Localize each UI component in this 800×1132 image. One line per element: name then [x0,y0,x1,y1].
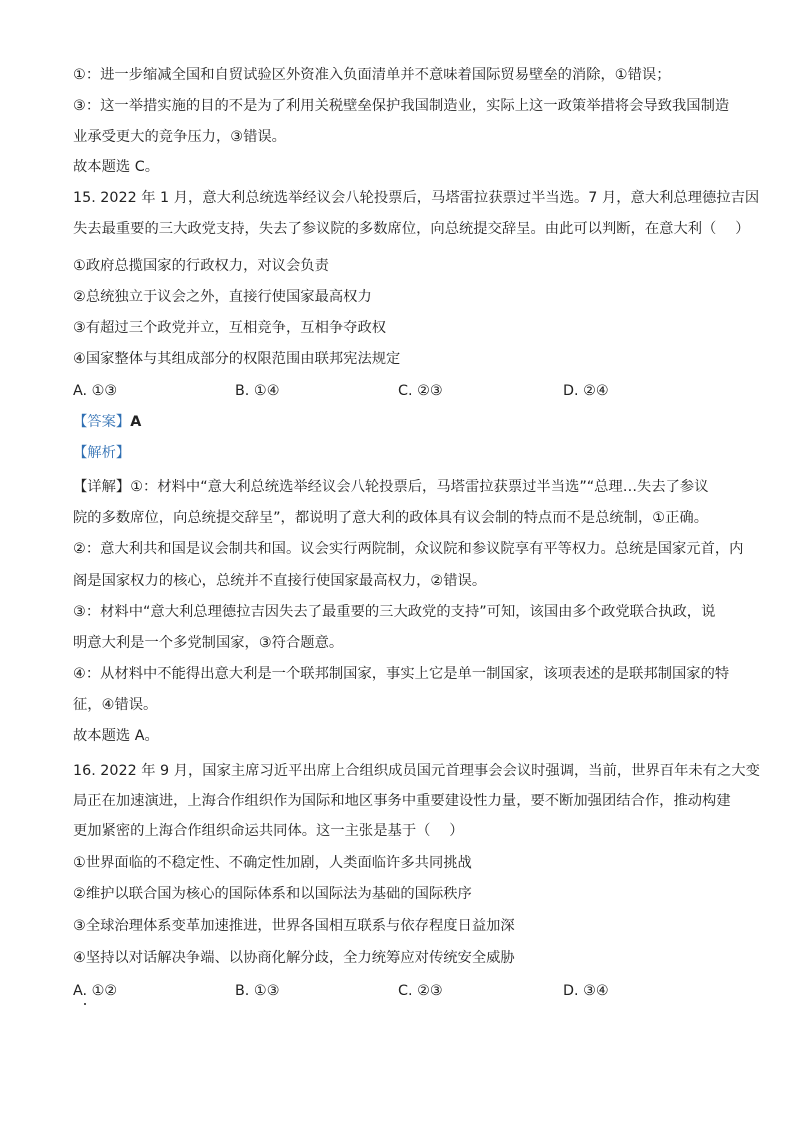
detail-line: ②：意大利共和国是议会制共和国。议会实行两院制，众议院和参议院享有平等权力。总统是国家元首，内 [73,541,744,557]
detail-line: 院的多数席位，向总统提交辞呈”，都说明了意大利的政体具有议会制的特点而不是总统制，①正确。 [73,510,708,526]
q15-option-b: B. ①④ [235,383,280,399]
prev-analysis-line: 业承受更大的竞争压力，③错误。 [73,129,286,145]
q15-option-a: A. ①③ [73,383,118,399]
analysis-tag: 【解析】 [73,445,131,461]
answer-value: A [130,414,142,430]
q15-stem: 失去最重要的三大政党支持，失去了参议院的多数席位，向总统提交辞呈。由此可以判断，在意大利（ ） [73,221,750,237]
q15-statement: ③有超过三个政党并立，互相竞争，互相争夺政权 [73,320,387,336]
detail-line: ④：从材料中不能得出意大利是一个联邦制国家，事实上它是单一制国家，该项表述的是联邦制国家的特 [73,666,730,682]
q16-stem: 16. 2022 年 9 月，国家主席习近平出席上合组织成员国元首理事会会议时强调，当前，世界百年未有之大变 [73,763,760,779]
detail-line: 阁是国家权力的核心，总统并不直接行使国家最高权力，②错误。 [73,573,487,589]
q15-conclusion: 故本题选 A。 [73,728,159,744]
q15-option-c: C. ②③ [398,383,443,399]
q15-statement: ①政府总揽国家的行政权力，对议会负责 [73,258,329,274]
q16-statement: ①世界面临的不稳定性、不确定性加剧，人类面临许多共同挑战 [73,855,472,871]
q16-statement: ④坚持以对话解决争端、以协商化解分歧，全力统筹应对传统安全威胁 [73,950,515,966]
stray-mark [84,1003,86,1005]
q15-answer [73,413,141,431]
detail-line: 征，④错误。 [73,697,158,713]
q16-option-b: B. ①③ [235,983,280,999]
prev-conclusion: 故本题选 C。 [73,159,160,175]
q16-statement: ②维护以联合国为核心的国际体系和以国际法为基础的国际秩序 [73,886,472,902]
q16-stem: 局正在加速演进，上海合作组织作为国际和地区事务中重要建设性力量，要不断加强团结合作，推动构建 [73,793,731,809]
detail-line: ③：材料中“意大利总理德拉吉因失去了最重要的三大政党的支持”可知，该国由多个政党联合执政，说 [73,604,716,620]
detail-line: ①：材料中“意大利总统选举经议会八轮投票后，马塔雷拉获票过半当选”“总理…失去了参议 [130,479,709,495]
answer-tag: 【答案】 [73,414,131,430]
prev-analysis-line: ①：进一步缩减全国和自贸试验区外资准入负面清单并不意味着国际贸易壁垒的消除，①错误； [73,67,671,83]
q15-statement: ④国家整体与其组成部分的权限范围由联邦宪法规定 [73,351,401,367]
q15-detail [73,478,709,496]
q16-option-d: D. ③④ [563,983,609,999]
q15-option-d: D. ②④ [563,383,609,399]
detail-tag: 【详解】 [73,479,131,495]
q16-option-a: A. ①② [73,983,118,999]
q15-stem: 15. 2022 年 1 月，意大利总统选举经议会八轮投票后，马塔雷拉获票过半当选。7 月，意大利总理德拉吉因 [73,190,760,206]
detail-line: 明意大利是一个多党制国家，③符合题意。 [73,635,344,651]
prev-analysis-line: ③：这一举措实施的目的不是为了利用关税壁垒保护我国制造业，实际上这一政策举措将会导致我国制造 [73,98,730,114]
q16-option-c: C. ②③ [398,983,443,999]
q15-statement: ②总统独立于议会之外，直接行使国家最高权力 [73,289,372,305]
q16-statement: ③全球治理体系变革加速推进，世界各国相互联系与依存程度日益加深 [73,918,515,934]
q16-stem: 更加紧密的上海合作组织命运共同体。这一主张是基于（ ） [73,823,464,839]
